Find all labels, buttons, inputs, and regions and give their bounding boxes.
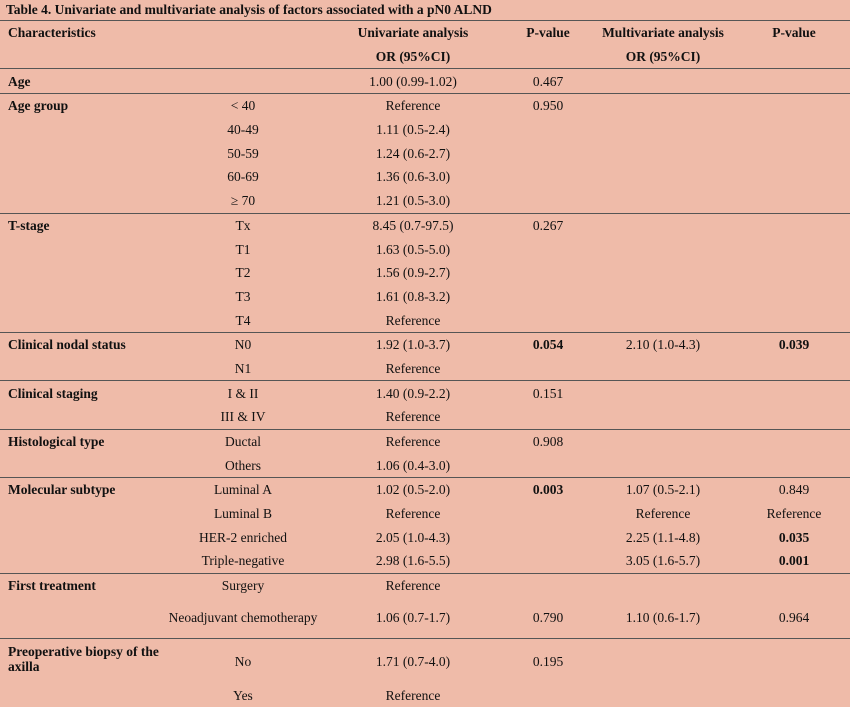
univariate-or: Reference — [318, 94, 508, 118]
table-row — [0, 332, 850, 356]
multivariate-or — [588, 118, 738, 142]
multivariate-pvalue — [738, 237, 850, 261]
univariate-pvalue — [508, 405, 588, 429]
row-label — [0, 165, 168, 189]
header-univariate: Univariate analysis — [318, 21, 508, 45]
multivariate-or: 2.25 (1.1-4.8) — [588, 525, 738, 549]
multivariate-or — [588, 308, 738, 332]
row-sublabel: HER-2 enriched — [168, 525, 318, 549]
row-label — [0, 525, 168, 549]
multivariate-or — [588, 684, 738, 707]
row-label: Clinical nodal status — [0, 332, 168, 356]
header-characteristics: Characteristics — [0, 21, 168, 45]
multivariate-or — [588, 94, 738, 118]
table-row — [0, 69, 850, 94]
multivariate-or — [588, 405, 738, 429]
univariate-or: 1.92 (1.0-3.7) — [318, 332, 508, 356]
univariate-or: 1.02 (0.5-2.0) — [318, 478, 508, 502]
table-row — [0, 429, 850, 453]
multivariate-pvalue — [738, 94, 850, 118]
row-sublabel: 50-59 — [168, 141, 318, 165]
univariate-or: Reference — [318, 405, 508, 429]
multivariate-or — [588, 261, 738, 285]
row-label — [0, 308, 168, 332]
univariate-pvalue: 0.003 — [508, 478, 588, 502]
multivariate-or — [588, 213, 738, 237]
row-label: Clinical staging — [0, 381, 168, 405]
row-label: Age group — [0, 94, 168, 118]
multivariate-pvalue — [738, 638, 850, 684]
multivariate-or — [588, 573, 738, 597]
univariate-pvalue: 0.267 — [508, 213, 588, 237]
multivariate-pvalue — [738, 453, 850, 477]
univariate-pvalue — [508, 549, 588, 573]
multivariate-pvalue — [738, 69, 850, 94]
univariate-or: Reference — [318, 573, 508, 597]
univariate-pvalue — [508, 525, 588, 549]
univariate-pvalue — [508, 261, 588, 285]
header-or-ci-uni: OR (95%CI) — [318, 45, 508, 69]
univariate-or: 1.24 (0.6-2.7) — [318, 141, 508, 165]
row-label — [0, 405, 168, 429]
univariate-pvalue: 0.790 — [508, 598, 588, 639]
row-sublabel: Tx — [168, 213, 318, 237]
univariate-pvalue — [508, 684, 588, 707]
table-row — [0, 118, 850, 142]
row-sublabel: N1 — [168, 357, 318, 381]
multivariate-pvalue — [738, 261, 850, 285]
header-blank — [168, 21, 318, 45]
univariate-or: 8.45 (0.7-97.5) — [318, 213, 508, 237]
multivariate-or — [588, 69, 738, 94]
univariate-pvalue — [508, 141, 588, 165]
univariate-or: 1.06 (0.7-1.7) — [318, 598, 508, 639]
multivariate-pvalue: 0.039 — [738, 332, 850, 356]
row-label — [0, 285, 168, 309]
multivariate-or: 1.10 (0.6-1.7) — [588, 598, 738, 639]
row-sublabel: T4 — [168, 308, 318, 332]
univariate-pvalue — [508, 285, 588, 309]
multivariate-or: Reference — [588, 502, 738, 526]
multivariate-pvalue — [738, 308, 850, 332]
header-multivariate: Multivariate analysis — [588, 21, 738, 45]
univariate-pvalue: 0.950 — [508, 94, 588, 118]
row-label — [0, 684, 168, 707]
row-sublabel: Luminal B — [168, 502, 318, 526]
table-row — [0, 213, 850, 237]
multivariate-pvalue — [738, 429, 850, 453]
univariate-pvalue: 0.467 — [508, 69, 588, 94]
multivariate-or: 3.05 (1.6-5.7) — [588, 549, 738, 573]
row-sublabel: Others — [168, 453, 318, 477]
univariate-or: 2.98 (1.6-5.5) — [318, 549, 508, 573]
row-sublabel: ≥ 70 — [168, 189, 318, 213]
results-table — [0, 21, 850, 707]
row-sublabel: T1 — [168, 237, 318, 261]
table-row — [0, 237, 850, 261]
multivariate-or: 2.10 (1.0-4.3) — [588, 332, 738, 356]
univariate-or: 1.71 (0.7-4.0) — [318, 638, 508, 684]
multivariate-pvalue — [738, 381, 850, 405]
row-label — [0, 189, 168, 213]
row-label — [0, 118, 168, 142]
univariate-pvalue — [508, 189, 588, 213]
multivariate-pvalue — [738, 118, 850, 142]
table-row — [0, 453, 850, 477]
multivariate-pvalue — [738, 141, 850, 165]
row-sublabel: Luminal A — [168, 478, 318, 502]
table-row — [0, 525, 850, 549]
row-sublabel: Triple-negative — [168, 549, 318, 573]
multivariate-or — [588, 165, 738, 189]
univariate-pvalue — [508, 237, 588, 261]
multivariate-or — [588, 638, 738, 684]
table-row — [0, 405, 850, 429]
table-row — [0, 308, 850, 332]
multivariate-or — [588, 189, 738, 213]
univariate-or: Reference — [318, 308, 508, 332]
univariate-pvalue: 0.908 — [508, 429, 588, 453]
univariate-or: 1.61 (0.8-3.2) — [318, 285, 508, 309]
multivariate-pvalue — [738, 189, 850, 213]
row-label: Preoperative biopsy of the axilla — [0, 638, 168, 684]
table-row — [0, 261, 850, 285]
table-row — [0, 684, 850, 707]
row-sublabel: I & II — [168, 381, 318, 405]
row-label — [0, 141, 168, 165]
univariate-pvalue — [508, 453, 588, 477]
row-sublabel: Surgery — [168, 573, 318, 597]
table-row — [0, 502, 850, 526]
table-row — [0, 285, 850, 309]
row-sublabel: Ductal — [168, 429, 318, 453]
row-sublabel: 60-69 — [168, 165, 318, 189]
univariate-pvalue: 0.151 — [508, 381, 588, 405]
univariate-or: 1.06 (0.4-3.0) — [318, 453, 508, 477]
univariate-pvalue: 0.195 — [508, 638, 588, 684]
table-row — [0, 638, 850, 684]
multivariate-pvalue — [738, 165, 850, 189]
header-pvalue-uni: P-value — [508, 21, 588, 45]
univariate-or: 1.40 (0.9-2.2) — [318, 381, 508, 405]
header-row-2 — [0, 45, 850, 69]
row-label: Histological type — [0, 429, 168, 453]
row-label — [0, 453, 168, 477]
row-label: Molecular subtype — [0, 478, 168, 502]
multivariate-or — [588, 453, 738, 477]
multivariate-pvalue: 0.849 — [738, 478, 850, 502]
header-or-ci-multi: OR (95%CI) — [588, 45, 738, 69]
row-sublabel: T3 — [168, 285, 318, 309]
row-label — [0, 237, 168, 261]
univariate-or: 1.63 (0.5-5.0) — [318, 237, 508, 261]
multivariate-pvalue: Reference — [738, 502, 850, 526]
row-label: Age — [0, 69, 168, 94]
header-pvalue-multi: P-value — [738, 21, 850, 45]
row-sublabel: < 40 — [168, 94, 318, 118]
multivariate-or — [588, 141, 738, 165]
table-row — [0, 549, 850, 573]
multivariate-pvalue: 0.001 — [738, 549, 850, 573]
multivariate-pvalue: 0.964 — [738, 598, 850, 639]
table-row — [0, 141, 850, 165]
multivariate-pvalue: 0.035 — [738, 525, 850, 549]
univariate-or: 1.56 (0.9-2.7) — [318, 261, 508, 285]
univariate-or: Reference — [318, 357, 508, 381]
multivariate-or — [588, 381, 738, 405]
table-caption: Table 4. Univariate and multivariate analysis of factors associated with a pN0 ALND — [0, 0, 850, 21]
row-label — [0, 549, 168, 573]
row-sublabel: T2 — [168, 261, 318, 285]
row-label — [0, 598, 168, 639]
multivariate-or — [588, 237, 738, 261]
row-label: First treatment — [0, 573, 168, 597]
univariate-pvalue — [508, 502, 588, 526]
univariate-pvalue — [508, 357, 588, 381]
univariate-or: Reference — [318, 502, 508, 526]
row-sublabel — [168, 69, 318, 94]
row-sublabel: N0 — [168, 332, 318, 356]
multivariate-pvalue — [738, 357, 850, 381]
univariate-or: Reference — [318, 429, 508, 453]
univariate-pvalue — [508, 165, 588, 189]
multivariate-or — [588, 429, 738, 453]
multivariate-pvalue — [738, 213, 850, 237]
univariate-pvalue — [508, 573, 588, 597]
multivariate-or: 1.07 (0.5-2.1) — [588, 478, 738, 502]
univariate-or: 1.11 (0.5-2.4) — [318, 118, 508, 142]
table-row — [0, 189, 850, 213]
header-row-1 — [0, 21, 850, 45]
univariate-or: 1.21 (0.5-3.0) — [318, 189, 508, 213]
row-sublabel: Neoadjuvant chemotherapy — [168, 598, 318, 639]
univariate-pvalue — [508, 118, 588, 142]
table-row — [0, 478, 850, 502]
univariate-pvalue — [508, 308, 588, 332]
row-sublabel: III & IV — [168, 405, 318, 429]
row-label: T-stage — [0, 213, 168, 237]
univariate-or: 1.00 (0.99-1.02) — [318, 69, 508, 94]
table-row — [0, 573, 850, 597]
multivariate-pvalue — [738, 684, 850, 707]
univariate-or: 2.05 (1.0-4.3) — [318, 525, 508, 549]
univariate-or: 1.36 (0.6-3.0) — [318, 165, 508, 189]
row-label — [0, 357, 168, 381]
multivariate-or — [588, 285, 738, 309]
table-row — [0, 357, 850, 381]
row-sublabel: 40-49 — [168, 118, 318, 142]
table-row — [0, 598, 850, 639]
table-row — [0, 165, 850, 189]
row-sublabel: Yes — [168, 684, 318, 707]
multivariate-pvalue — [738, 285, 850, 309]
row-sublabel: No — [168, 638, 318, 684]
row-label — [0, 502, 168, 526]
univariate-or: Reference — [318, 684, 508, 707]
multivariate-pvalue — [738, 405, 850, 429]
univariate-pvalue: 0.054 — [508, 332, 588, 356]
table-row — [0, 381, 850, 405]
table-row — [0, 94, 850, 118]
multivariate-pvalue — [738, 573, 850, 597]
multivariate-or — [588, 357, 738, 381]
row-label — [0, 261, 168, 285]
